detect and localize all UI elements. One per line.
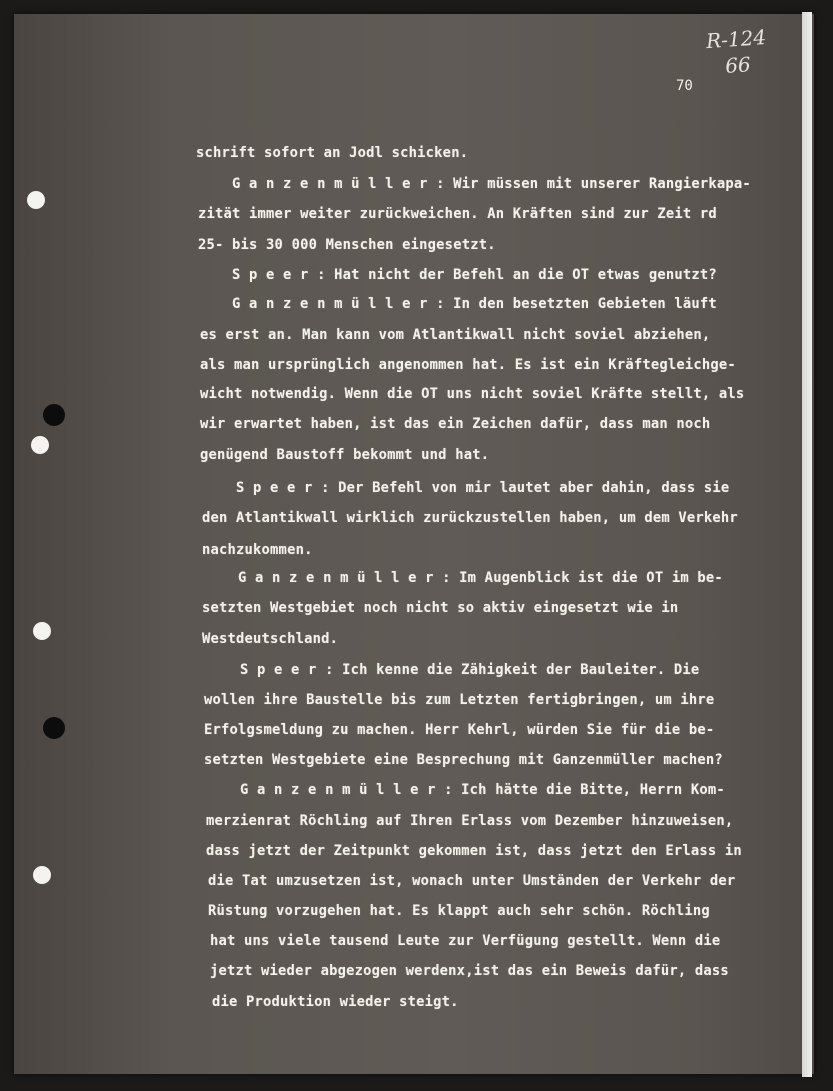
text-line: wir erwartet haben, ist das ein Zeichen dafür, dass man noch [200,416,711,432]
text-line: als man ursprünglich angenommen hat. Es ist ein Kräftegleichge- [200,357,736,373]
text-line: G a n z e n m ü l l e r : Wir müssen mit unserer Rangierkapa- [232,176,751,192]
text-line: genügend Baustoff bekommt und hat. [200,447,490,463]
text-line: zität immer weiter zurückweichen. An Kräften sind zur Zeit rd [198,206,717,222]
text-line: Westdeutschland. [202,631,339,647]
page-number: 70 [676,78,693,94]
text-line: G a n z e n m ü l l e r : Im Augenblick ist die OT im be- [238,570,723,586]
text-line: S p e e r : Der Befehl von mir lautet aber dahin, dass sie [236,480,730,496]
archive-subnumber: 66 [724,52,752,78]
text-line: S p e e r : Hat nicht der Befehl an die OT etwas genutzt? [232,267,717,283]
text-line: S p e e r : Ich kenne die Zähigkeit der Bauleiter. Die [240,662,700,678]
text-line: den Atlantikwall wirklich zurückzustellen haben, um dem Verkehr [202,510,738,526]
text-line: G a n z e n m ü l l e r : In den besetzten Gebieten läuft [232,296,717,312]
archive-code: R-124 [705,24,767,54]
text-line: hat uns viele tausend Leute zur Verfügung gestellt. Wenn die [210,933,721,949]
text-line: wicht notwendig. Wenn die OT uns nicht soviel Kräfte stellt, als [200,386,745,402]
text-line: setzten Westgebiet noch nicht so aktiv eingesetzt wie in [202,600,679,616]
text-line: nachzukommen. [202,542,313,558]
text-line: dass jetzt der Zeitpunkt gekommen ist, dass jetzt den Erlass in [206,843,742,859]
text-line: Rüstung vorzugehen hat. Es klappt auch sehr schön. Röchling [208,903,710,919]
text-line: die Tat umzusetzen ist, wonach unter Umständen der Verkehr der [208,873,736,889]
text-line: setzten Westgebiete eine Besprechung mit Ganzenmüller machen? [204,752,723,768]
text-line: die Produktion wieder steigt. [212,994,459,1010]
text-line: schrift sofort an Jodl schicken. [196,145,469,161]
text-line: Erfolgsmeldung zu machen. Herr Kehrl, würden Sie für die be- [204,722,715,738]
text-line: es erst an. Man kann vom Atlantikwall nicht soviel abziehen, [200,327,711,343]
text-line: merzienrat Röchling auf Ihren Erlass vom Dezember hinzuweisen, [206,813,734,829]
text-line: jetzt wieder abgezogen werdenx,ist das ein Beweis dafür, dass [210,963,729,979]
text-line: G a n z e n m ü l l e r : Ich hätte die Bitte, Herrn Kom- [240,782,725,798]
text-line: wollen ihre Baustelle bis zum Letzten fertigbringen, um ihre [204,692,715,708]
text-line: 25- bis 30 000 Menschen eingesetzt. [198,237,496,253]
